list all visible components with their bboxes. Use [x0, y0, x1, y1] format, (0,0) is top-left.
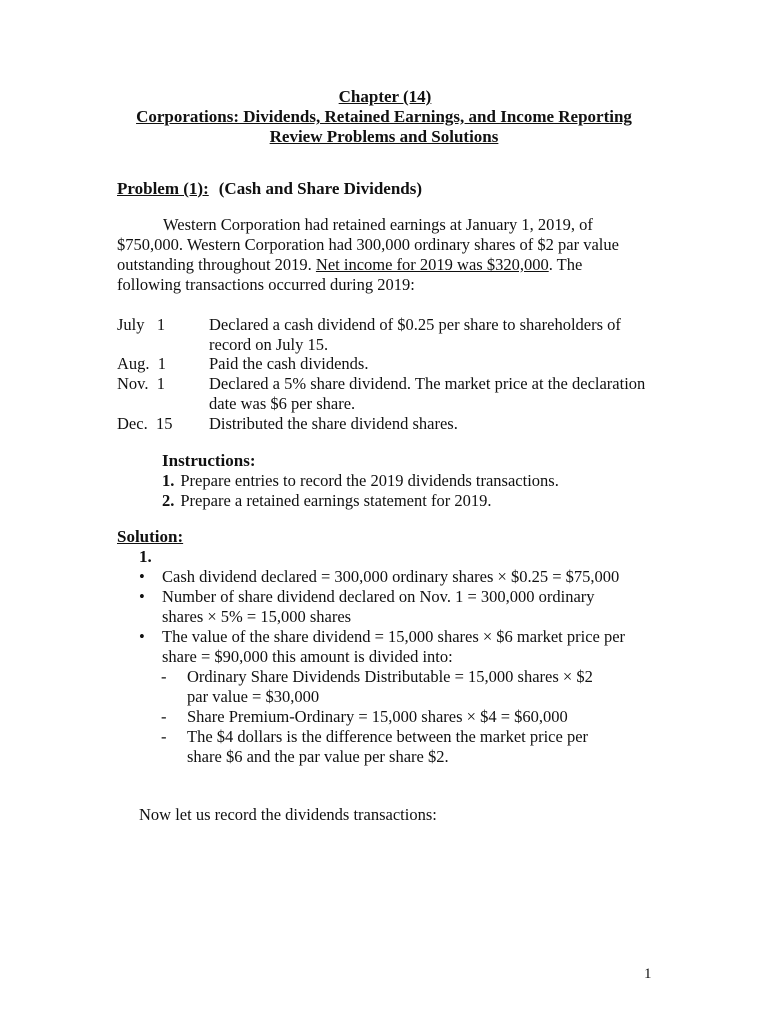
solution-sub-list [117, 667, 632, 767]
chapter-title: Corporations: Dividends, Retained Earnings, and Income Reporting [136, 107, 632, 126]
instruction-item [162, 471, 559, 491]
transaction-description: Declared a 5% share dividend. The market price at the declaration date was $6 per share. [209, 374, 646, 413]
chapter-heading: Chapter (14) [338, 87, 432, 106]
chapter-subtitle: Review Problems and Solutions [269, 127, 499, 146]
dash-icon: - [161, 667, 167, 686]
transaction-description: Declared a cash dividend of $0.25 per share to shareholders of record on July 15. [209, 315, 621, 354]
solution-bullet [117, 567, 632, 587]
bullet-icon: • [139, 587, 145, 606]
problem-heading [117, 179, 422, 199]
solution-sub-item [117, 727, 607, 767]
solution-heading: Solution: [117, 527, 184, 546]
transaction-date: Aug. 1 [117, 354, 167, 374]
sub-item-text: Ordinary Share Dividends Distributable = 15,000 shares × $2 par value = $30,000 [187, 667, 593, 706]
solution-sub-item [117, 667, 607, 707]
instruction-text: Prepare entries to record the 2019 dividends transactions. [180, 471, 559, 490]
solution-part-number: 1. [139, 547, 152, 566]
transaction-date: July 1 [117, 315, 166, 334]
intro-net-income: Net income for 2019 was $320,000 [315, 255, 549, 274]
solution-bullet [117, 627, 632, 767]
bullet-text: The value of the share dividend = 15,000 shares × $6 market price per share = $90,000 this amount is divided into: [162, 627, 626, 666]
bullet-icon: • [139, 627, 145, 646]
transaction-date: Dec. 15 [117, 413, 173, 433]
solution-bullets [117, 567, 677, 767]
closing-sentence: Now let us record the dividends transactions: [139, 805, 437, 824]
solution-bullet [117, 587, 632, 627]
sub-item-text: The $4 dollars is the difference between the market price per share $6 and the par value per share $2. [187, 727, 589, 766]
bullet-text: Number of share dividend declared on Nov. 1 = 300,000 ordinary shares × 5% = 15,000 shares [162, 587, 595, 626]
sub-item-text: Share Premium-Ordinary = 15,000 shares × $4 = $60,000 [187, 707, 568, 726]
intro-text: Western Corporation had retained earnings at January 1, 2019, of $750,000. Western Corporation had 300,000 ordinary shares of $2 par value outstanding throughout 2019. [117, 215, 619, 274]
instruction-item [162, 491, 559, 511]
instructions-section [162, 451, 559, 511]
instruction-number: 1. [162, 471, 175, 490]
instructions-heading: Instructions: [162, 451, 256, 470]
transactions-table [117, 315, 649, 433]
instructions-list [162, 471, 559, 511]
transaction-date: Nov. 1 [117, 374, 165, 394]
instruction-text: Prepare a retained earnings statement for 2019. [180, 491, 492, 510]
problem-label: Problem (1): [117, 179, 209, 198]
solution-sub-item [117, 707, 607, 727]
problem-intro [117, 215, 647, 295]
transaction-row [117, 374, 649, 413]
transaction-row [117, 315, 649, 354]
problem-topic: (Cash and Share Dividends) [218, 179, 423, 198]
page-number: 1 [644, 966, 652, 982]
bullet-text: Cash dividend declared = 300,000 ordinary shares × $0.25 = $75,000 [162, 567, 620, 586]
transaction-row [117, 414, 649, 434]
instruction-number: 2. [162, 491, 175, 510]
intro-text-end: . The following transactions occurred during 2019: [117, 255, 583, 294]
dash-icon: - [161, 707, 167, 726]
transaction-row [117, 354, 649, 374]
transaction-description: Paid the cash dividends. [209, 354, 369, 374]
dash-icon: - [161, 727, 167, 746]
transaction-description: Distributed the share dividend shares. [209, 413, 458, 433]
title-block [0, 87, 768, 147]
solution-section [117, 527, 677, 767]
bullet-icon: • [139, 567, 145, 586]
